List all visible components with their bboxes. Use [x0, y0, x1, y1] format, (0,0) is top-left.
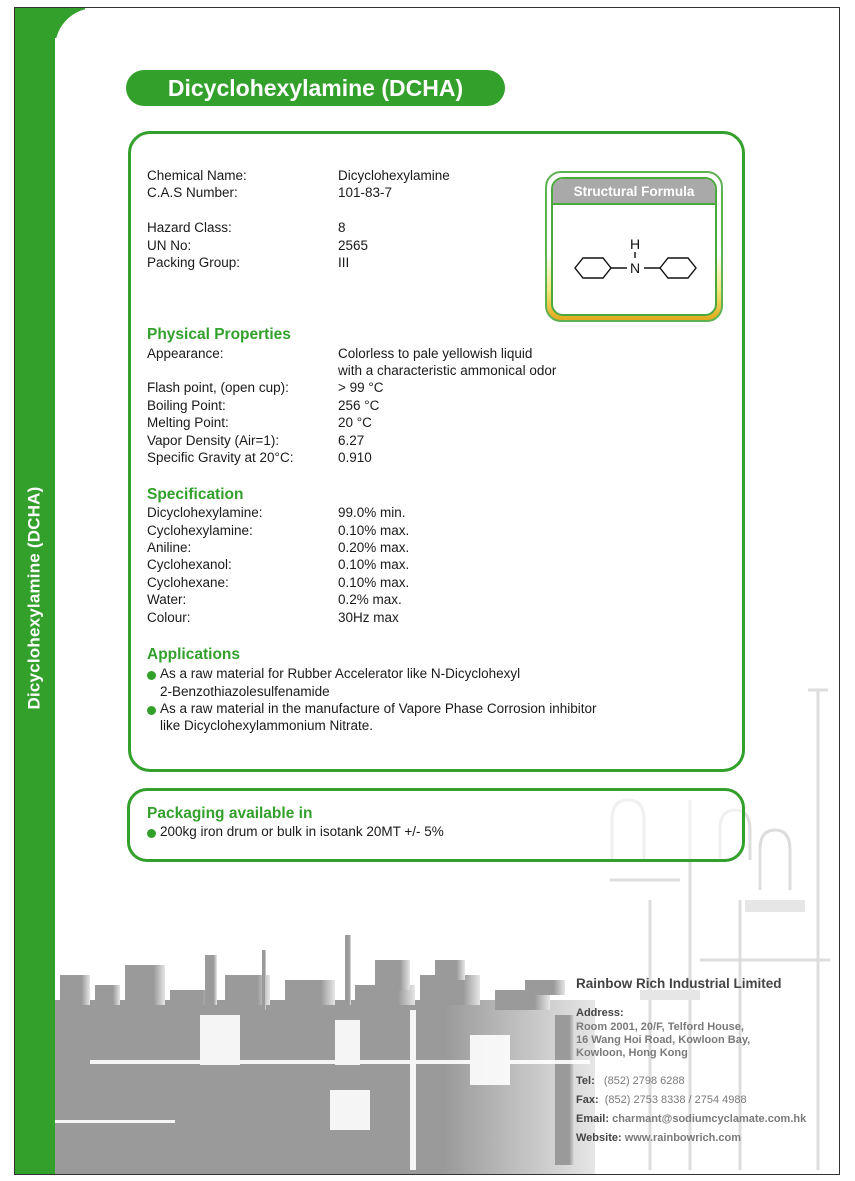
atom-nitrogen: N — [629, 260, 641, 276]
packaging-heading: Packaging available in — [147, 805, 313, 822]
bullet-icon — [147, 829, 156, 838]
physical-value: 256 °C — [338, 398, 380, 413]
email-label: Email: — [576, 1113, 610, 1125]
structural-formula-heading: Structural Formula — [553, 179, 715, 205]
physical-label: Specific Gravity at 20°C: — [147, 450, 294, 465]
packaging-item: 200kg iron drum or bulk in isotank 20MT +/- 5% — [160, 824, 444, 839]
bullet-icon — [147, 706, 156, 715]
spec-value: 0.2% max. — [338, 592, 402, 607]
structural-formula-card — [545, 171, 723, 322]
address-label — [576, 1006, 624, 1021]
address-line: 16 Wang Hoi Road, Kowloon Bay, — [576, 1034, 751, 1046]
identity-value: 8 — [338, 220, 346, 235]
spec-label: Cyclohexylamine: — [147, 523, 253, 538]
physical-label: Boiling Point: — [147, 398, 226, 413]
cyclohexane-ring-right — [660, 258, 696, 278]
spec-value: 0.10% max. — [338, 523, 410, 538]
spec-label: Cyclohexanol: — [147, 557, 232, 572]
fax-value: (852) 2753 8338 / 2754 4988 — [604, 1094, 747, 1106]
physical-label: Vapor Density (Air=1): — [147, 433, 280, 448]
application-item-line: like Dicyclohexylammonium Nitrate. — [160, 718, 374, 733]
bullet-icon — [147, 671, 156, 680]
physical-value: > 99 °C — [338, 380, 384, 395]
application-item-line: As a raw material in the manufacture of Vapore Phase Corrosion inhibitor — [160, 701, 597, 716]
spec-label: Cyclohexane: — [147, 575, 229, 590]
address-label-text: Address: — [576, 1007, 624, 1019]
identity-value: 2565 — [338, 238, 369, 253]
spec-value: 0.10% max. — [338, 557, 410, 572]
spec-label: Colour: — [147, 610, 191, 625]
contact-email — [576, 1112, 806, 1127]
contact-fax — [576, 1093, 747, 1108]
spec-label: Dicyclohexylamine: — [147, 505, 263, 520]
contact-website — [576, 1131, 741, 1146]
physical-value: 6.27 — [338, 433, 365, 448]
physical-value: Colorless to pale yellowish liquid — [338, 346, 533, 361]
identity-label: Packing Group: — [147, 255, 241, 270]
spec-value: 99.0% min. — [338, 505, 406, 520]
website-link[interactable]: www.rainbowrich.com — [624, 1132, 742, 1144]
identity-label: UN No: — [147, 238, 192, 253]
address-line: Room 2001, 20/F, Telford House, — [576, 1021, 744, 1033]
side-title-text: Dicyclohexylamine (DCHA) — [25, 486, 44, 710]
spec-value: 0.10% max. — [338, 575, 410, 590]
spec-value: 30Hz max — [338, 610, 399, 625]
identity-label: Hazard Class: — [147, 220, 232, 235]
applications-heading: Applications — [147, 646, 241, 663]
specification-heading: Specification — [147, 486, 244, 503]
spec-label: Water: — [147, 592, 187, 607]
identity-label: C.A.S Number: — [147, 185, 238, 200]
cyclohexane-ring-left — [575, 258, 611, 278]
address-line: Kowloon, Hong Kong — [576, 1047, 688, 1059]
physical-label: Appearance: — [147, 346, 224, 361]
application-item-line: 2-Benzothiazolesulfenamide — [160, 684, 330, 699]
fax-label: Fax: — [576, 1094, 599, 1106]
spec-label: Aniline: — [147, 540, 192, 555]
spec-value: 0.20% max. — [338, 540, 410, 555]
email-link[interactable]: charmant@sodiumcyclamate.com.hk — [612, 1113, 807, 1125]
physical-properties-heading: Physical Properties — [147, 326, 291, 343]
identity-value: III — [338, 255, 350, 270]
physical-value: 0.910 — [338, 450, 372, 465]
company-name: Rainbow Rich Industrial Limited — [576, 976, 782, 991]
identity-value: Dicyclohexylamine — [338, 168, 450, 183]
page-title: Dicyclohexylamine (DCHA) — [126, 70, 505, 106]
tel-label: Tel: — [576, 1075, 595, 1087]
physical-label: Flash point, (open cup): — [147, 380, 289, 395]
physical-label: Melting Point: — [147, 415, 229, 430]
tel-value[interactable]: (852) 2798 6288 — [603, 1075, 685, 1087]
physical-value: with a characteristic ammonical odor — [338, 363, 557, 378]
structural-formula-diagram — [553, 205, 717, 315]
contact-tel — [576, 1074, 685, 1089]
physical-value: 20 °C — [338, 415, 372, 430]
identity-label: Chemical Name: — [147, 168, 247, 183]
structural-formula-inner — [551, 177, 717, 316]
website-label: Website: — [576, 1132, 622, 1144]
identity-value: 101-83-7 — [338, 185, 393, 200]
atom-hydrogen: H — [629, 236, 641, 252]
application-item-line: As a raw material for Rubber Accelerator like N-Dicyclohexyl — [160, 666, 521, 681]
